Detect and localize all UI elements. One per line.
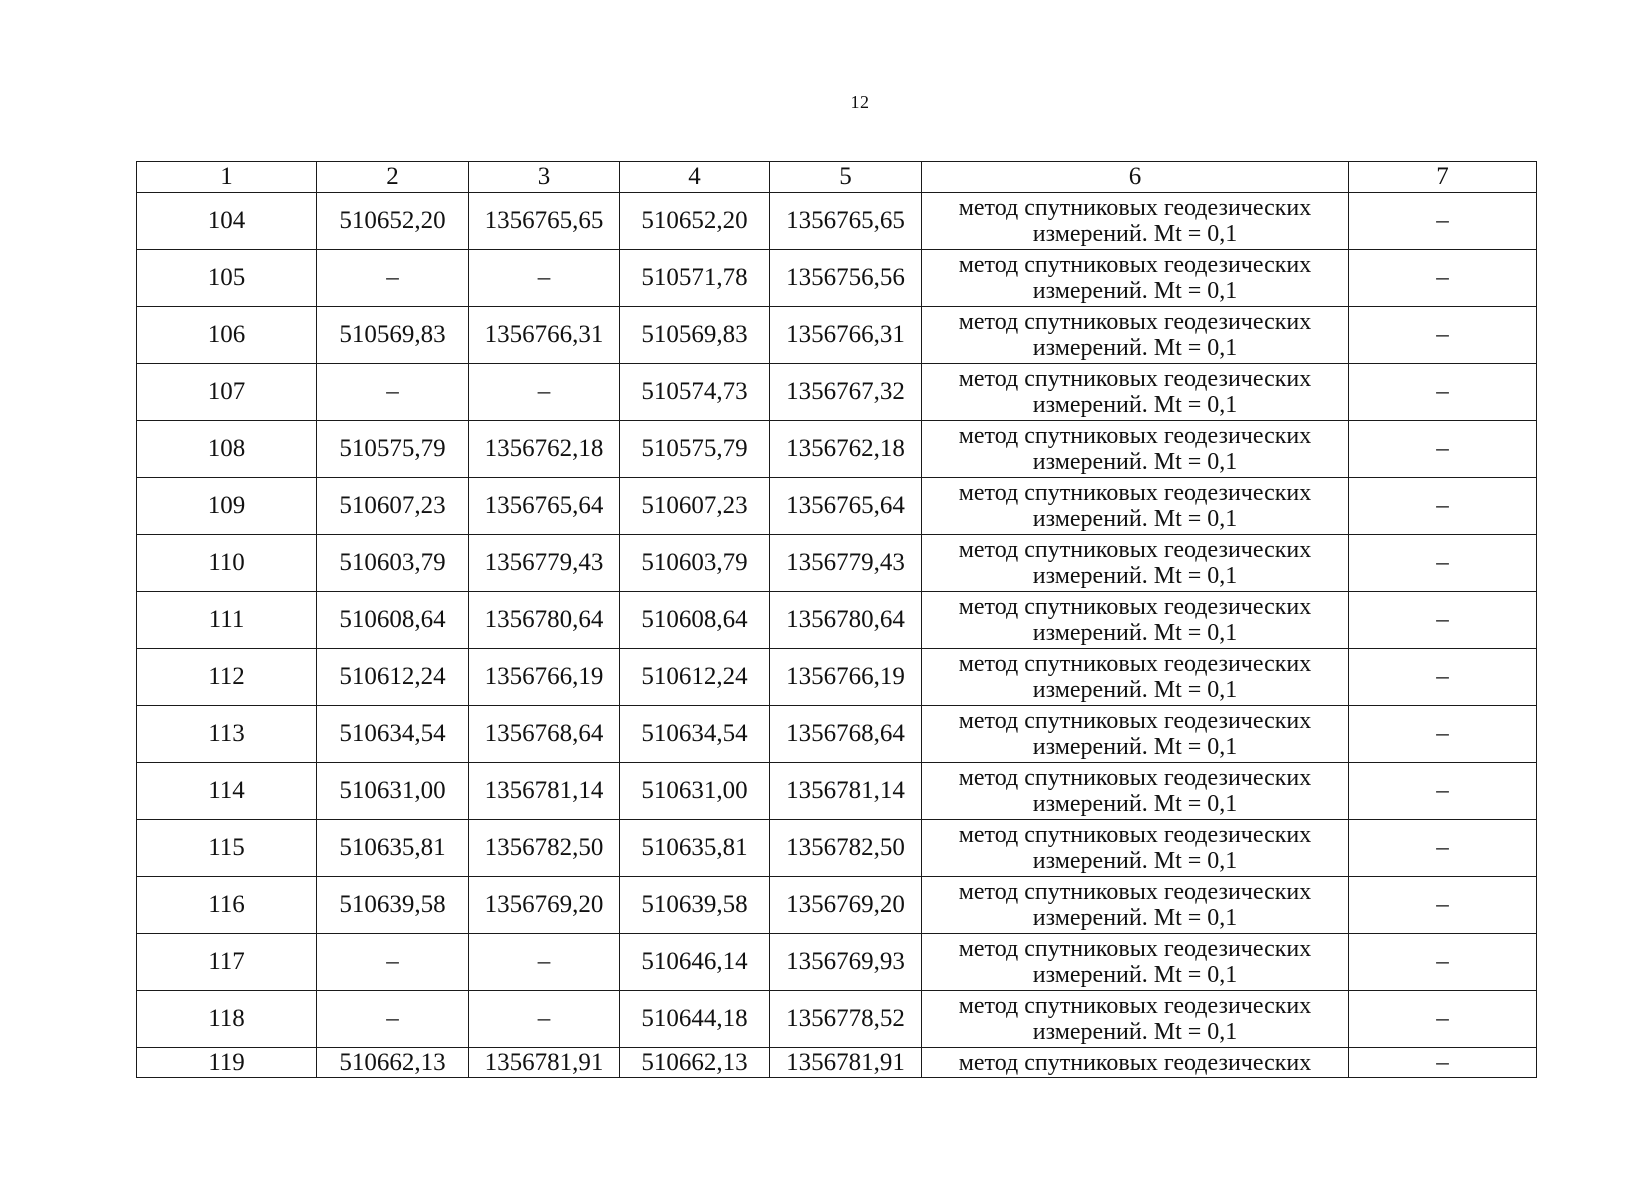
x-existing-cell: 510652,20	[317, 193, 469, 250]
notes-cell: –	[1349, 1048, 1537, 1078]
method-line-1: метод спутниковых геодезических	[958, 936, 1312, 962]
x-existing-cell: 510608,64	[317, 592, 469, 649]
point-number-cell: 118	[137, 991, 317, 1048]
column-header: 2	[317, 162, 469, 193]
method-cell	[922, 421, 1349, 478]
method-line-2: измерений. Mt = 0,1	[1032, 905, 1238, 931]
notes-cell: –	[1349, 364, 1537, 421]
y-refined-cell: 1356766,31	[770, 307, 922, 364]
column-header: 7	[1349, 162, 1537, 193]
method-cell	[922, 307, 1349, 364]
x-refined-cell: 510569,83	[620, 307, 770, 364]
y-refined-cell: 1356756,56	[770, 250, 922, 307]
table-row	[137, 592, 1537, 649]
method-cell	[922, 535, 1349, 592]
y-existing-cell: –	[469, 934, 620, 991]
column-header: 6	[922, 162, 1349, 193]
x-refined-cell: 510662,13	[620, 1048, 770, 1078]
x-refined-cell: 510639,58	[620, 877, 770, 934]
table-row	[137, 193, 1537, 250]
method-line-1: метод спутниковых геодезических	[958, 879, 1312, 905]
y-existing-cell: 1356780,64	[469, 592, 620, 649]
point-number-cell: 106	[137, 307, 317, 364]
point-number-cell: 117	[137, 934, 317, 991]
y-refined-cell: 1356779,43	[770, 535, 922, 592]
method-line-2: измерений. Mt = 0,1	[1032, 506, 1238, 532]
y-refined-cell: 1356769,93	[770, 934, 922, 991]
page-number: 12	[850, 92, 870, 112]
x-existing-cell: 510603,79	[317, 535, 469, 592]
column-header: 3	[469, 162, 620, 193]
method-line-2: измерений. Mt = 0,1	[1032, 620, 1238, 646]
x-refined-cell: 510652,20	[620, 193, 770, 250]
method-line-1: метод спутниковых геодезических	[958, 480, 1312, 506]
table-row	[137, 364, 1537, 421]
x-refined-cell: 510612,24	[620, 649, 770, 706]
method-line-1: метод спутниковых геодезических	[958, 309, 1312, 335]
y-existing-cell: –	[469, 991, 620, 1048]
method-line-2: измерений. Mt = 0,1	[1032, 677, 1238, 703]
notes-cell: –	[1349, 307, 1537, 364]
x-refined-cell: 510646,14	[620, 934, 770, 991]
notes-cell: –	[1349, 820, 1537, 877]
method-line-2: измерений. Mt = 0,1	[1032, 848, 1238, 874]
y-existing-cell: 1356766,19	[469, 649, 620, 706]
y-refined-cell: 1356768,64	[770, 706, 922, 763]
point-number-cell: 112	[137, 649, 317, 706]
point-number-cell: 116	[137, 877, 317, 934]
method-cell	[922, 706, 1349, 763]
method-line-1: метод спутниковых геодезических	[958, 594, 1312, 620]
x-existing-cell: 510635,81	[317, 820, 469, 877]
point-number-cell: 104	[137, 193, 317, 250]
method-cell	[922, 592, 1349, 649]
notes-cell: –	[1349, 592, 1537, 649]
header-row	[137, 162, 1537, 193]
table-row	[137, 991, 1537, 1048]
x-existing-cell: 510607,23	[317, 478, 469, 535]
coordinates-table	[136, 161, 1537, 1078]
method-line-1: метод спутниковых геодезических	[958, 1049, 1312, 1076]
coordinates-table-container	[136, 161, 1536, 1078]
method-line-1: метод спутниковых геодезических	[958, 822, 1312, 848]
x-existing-cell: –	[317, 934, 469, 991]
x-existing-cell: 510631,00	[317, 763, 469, 820]
method-line-1: метод спутниковых геодезических	[958, 651, 1312, 677]
x-refined-cell: 510635,81	[620, 820, 770, 877]
method-line-1: метод спутниковых геодезических	[958, 195, 1312, 221]
y-refined-cell: 1356781,14	[770, 763, 922, 820]
y-refined-cell: 1356780,64	[770, 592, 922, 649]
method-line-2: измерений. Mt = 0,1	[1032, 335, 1238, 361]
y-refined-cell: 1356781,91	[770, 1048, 922, 1078]
x-refined-cell: 510574,73	[620, 364, 770, 421]
notes-cell: –	[1349, 478, 1537, 535]
y-existing-cell: 1356769,20	[469, 877, 620, 934]
x-existing-cell: 510634,54	[317, 706, 469, 763]
notes-cell: –	[1349, 991, 1537, 1048]
y-existing-cell: 1356782,50	[469, 820, 620, 877]
notes-cell: –	[1349, 934, 1537, 991]
method-line-1: метод спутниковых геодезических	[958, 252, 1312, 278]
y-existing-cell: 1356768,64	[469, 706, 620, 763]
y-refined-cell: 1356782,50	[770, 820, 922, 877]
method-cell	[922, 934, 1349, 991]
y-refined-cell: 1356765,64	[770, 478, 922, 535]
method-line-1: метод спутниковых геодезических	[958, 708, 1312, 734]
x-refined-cell: 510607,23	[620, 478, 770, 535]
notes-cell: –	[1349, 763, 1537, 820]
point-number-cell: 107	[137, 364, 317, 421]
method-line-2: измерений. Mt = 0,1	[1032, 392, 1238, 418]
table-row	[137, 1048, 1537, 1078]
method-line-1: метод спутниковых геодезических	[958, 765, 1312, 791]
point-number-cell: 113	[137, 706, 317, 763]
x-refined-cell: 510608,64	[620, 592, 770, 649]
x-refined-cell: 510634,54	[620, 706, 770, 763]
method-line-2: измерений. Mt = 0,1	[1032, 563, 1238, 589]
notes-cell: –	[1349, 421, 1537, 478]
y-refined-cell: 1356769,20	[770, 877, 922, 934]
method-line-2: измерений. Mt = 0,1	[1032, 278, 1238, 304]
method-line-2: измерений. Mt = 0,1	[1032, 962, 1238, 988]
table-row	[137, 307, 1537, 364]
point-number-cell: 110	[137, 535, 317, 592]
table-row	[137, 763, 1537, 820]
y-refined-cell: 1356765,65	[770, 193, 922, 250]
method-cell	[922, 649, 1349, 706]
y-existing-cell: –	[469, 250, 620, 307]
y-existing-cell: 1356766,31	[469, 307, 620, 364]
y-existing-cell: 1356765,64	[469, 478, 620, 535]
table-row	[137, 934, 1537, 991]
x-refined-cell: 510571,78	[620, 250, 770, 307]
method-line-2: измерений. Mt = 0,1	[1032, 734, 1238, 760]
y-refined-cell: 1356766,19	[770, 649, 922, 706]
method-line-2: измерений. Mt = 0,1	[1032, 791, 1238, 817]
method-cell	[922, 991, 1349, 1048]
method-line-1: метод спутниковых геодезических	[958, 537, 1312, 563]
table-row	[137, 706, 1537, 763]
table-row	[137, 535, 1537, 592]
x-existing-cell: –	[317, 991, 469, 1048]
x-refined-cell: 510575,79	[620, 421, 770, 478]
x-refined-cell: 510603,79	[620, 535, 770, 592]
notes-cell: –	[1349, 877, 1537, 934]
column-header: 4	[620, 162, 770, 193]
x-existing-cell: 510612,24	[317, 649, 469, 706]
table-row	[137, 421, 1537, 478]
method-line-2: измерений. Mt = 0,1	[1032, 1019, 1238, 1045]
y-refined-cell: 1356762,18	[770, 421, 922, 478]
y-refined-cell: 1356767,32	[770, 364, 922, 421]
table-row	[137, 877, 1537, 934]
x-refined-cell: 510631,00	[620, 763, 770, 820]
method-cell	[922, 250, 1349, 307]
method-cell	[922, 763, 1349, 820]
y-existing-cell: –	[469, 364, 620, 421]
point-number-cell: 114	[137, 763, 317, 820]
point-number-cell: 115	[137, 820, 317, 877]
x-existing-cell: 510662,13	[317, 1048, 469, 1078]
point-number-cell: 105	[137, 250, 317, 307]
table-row	[137, 250, 1537, 307]
y-existing-cell: 1356765,65	[469, 193, 620, 250]
table-body	[137, 193, 1537, 1078]
table-row	[137, 820, 1537, 877]
y-existing-cell: 1356779,43	[469, 535, 620, 592]
notes-cell: –	[1349, 535, 1537, 592]
x-refined-cell: 510644,18	[620, 991, 770, 1048]
y-existing-cell: 1356781,14	[469, 763, 620, 820]
x-existing-cell: 510569,83	[317, 307, 469, 364]
method-line-2: измерений. Mt = 0,1	[1032, 221, 1238, 247]
column-header: 1	[137, 162, 317, 193]
point-number-cell: 109	[137, 478, 317, 535]
point-number-cell: 111	[137, 592, 317, 649]
column-header: 5	[770, 162, 922, 193]
method-cell	[922, 364, 1349, 421]
notes-cell: –	[1349, 706, 1537, 763]
method-cell	[922, 820, 1349, 877]
method-cell	[922, 877, 1349, 934]
x-existing-cell: –	[317, 250, 469, 307]
table-row	[137, 649, 1537, 706]
method-cell	[922, 1048, 1349, 1078]
x-existing-cell: 510639,58	[317, 877, 469, 934]
method-line-1: метод спутниковых геодезических	[958, 423, 1312, 449]
method-line-1: метод спутниковых геодезических	[958, 993, 1312, 1019]
y-refined-cell: 1356778,52	[770, 991, 922, 1048]
method-cell	[922, 193, 1349, 250]
point-number-cell: 108	[137, 421, 317, 478]
point-number-cell: 119	[137, 1048, 317, 1078]
notes-cell: –	[1349, 193, 1537, 250]
x-existing-cell: –	[317, 364, 469, 421]
method-line-2: измерений. Mt = 0,1	[1032, 449, 1238, 475]
y-existing-cell: 1356781,91	[469, 1048, 620, 1078]
notes-cell: –	[1349, 649, 1537, 706]
method-line-1: метод спутниковых геодезических	[958, 366, 1312, 392]
y-existing-cell: 1356762,18	[469, 421, 620, 478]
x-existing-cell: 510575,79	[317, 421, 469, 478]
notes-cell: –	[1349, 250, 1537, 307]
table-row	[137, 478, 1537, 535]
method-cell	[922, 478, 1349, 535]
